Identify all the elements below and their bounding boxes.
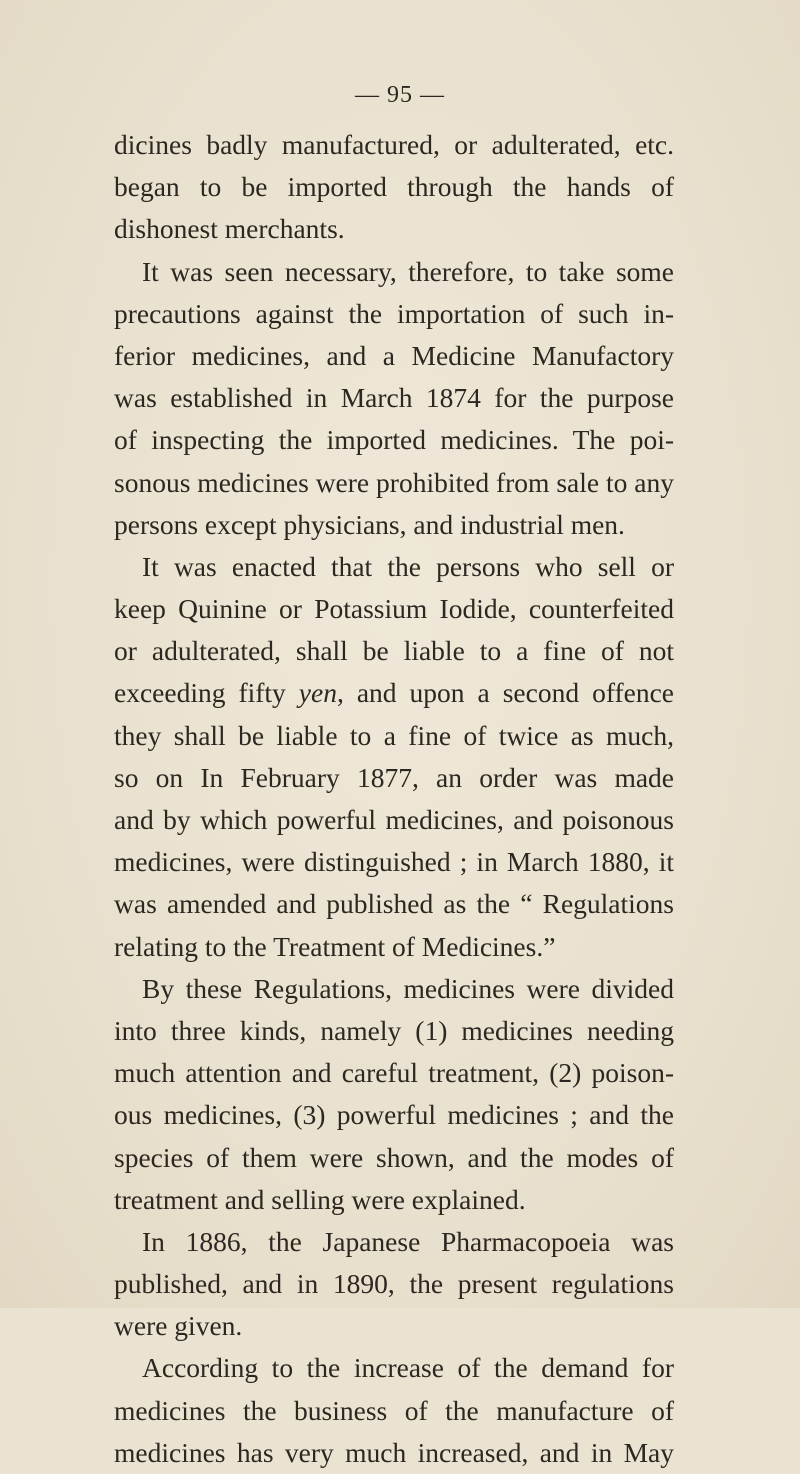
- text-line: relating to the Treatment of Medicines.”: [114, 930, 556, 962]
- text-line: According to the increase of the demand for: [142, 1352, 674, 1384]
- text-line: or adulterated, shall be liable to a fine of not: [114, 635, 674, 667]
- text-line: published, and in 1890, the present regulations: [114, 1268, 674, 1300]
- text-line: In 1886, the Japanese Pharmacopoeia was: [142, 1225, 674, 1257]
- text-line: of inspecting the imported medicines. The poi-: [114, 424, 674, 456]
- text-line: ous medicines, (3) powerful medicines ; and the: [114, 1099, 674, 1131]
- text-line: It was enacted that the persons who sell or: [142, 550, 674, 582]
- text-line: medicines has very much increased, and in May: [114, 1436, 674, 1468]
- text-line: was established in March 1874 for the purpose: [114, 382, 674, 414]
- text-line: medicines the business of the manufacture of: [114, 1394, 674, 1426]
- text-line: much attention and careful treatment, (2) poison-: [114, 1057, 674, 1089]
- text-line: began to be imported through the hands of: [114, 171, 674, 203]
- text-line: into three kinds, namely (1) medicines needing: [114, 1014, 674, 1046]
- italic-text: yen: [298, 677, 337, 709]
- text-line: precautions against the importation of such in-: [114, 297, 674, 329]
- text-line: exceeding fifty yen, and upon a second offence: [114, 677, 674, 709]
- text-line: treatment and selling were explained.: [114, 1183, 526, 1215]
- text-line: medicines, were distinguished ; in March 1880, it: [114, 846, 674, 878]
- text-line: were given.: [114, 1310, 243, 1342]
- page-number: — 95 —: [355, 82, 445, 108]
- text-line: It was seen necessary, therefore, to take some: [142, 255, 674, 287]
- text-line: and by which powerful medicines, and poisonous: [114, 804, 674, 835]
- text-line: was amended and published as the “ Regulations: [114, 888, 674, 920]
- text-line: keep Quinine or Potassium Iodide, counterfeited: [114, 593, 674, 625]
- text-line: ferior medicines, and a Medicine Manufactory: [114, 339, 674, 371]
- text-line: By these Regulations, medicines were divided: [142, 972, 674, 1004]
- text-line: persons except physicians, and industrial men.: [114, 508, 625, 540]
- body-text: [114, 124, 674, 1474]
- text-line: species of them were shown, and the modes of: [114, 1141, 674, 1173]
- text-line: they shall be liable to a fine of twice as much,: [114, 719, 674, 751]
- text-line: so on In February 1877, an order was made: [114, 761, 674, 793]
- text-line: dishonest merchants.: [114, 213, 345, 245]
- text-line: sonous medicines were prohibited from sale to any: [114, 466, 674, 498]
- text-line: dicines badly manufactured, or adulterated, etc.: [114, 129, 674, 160]
